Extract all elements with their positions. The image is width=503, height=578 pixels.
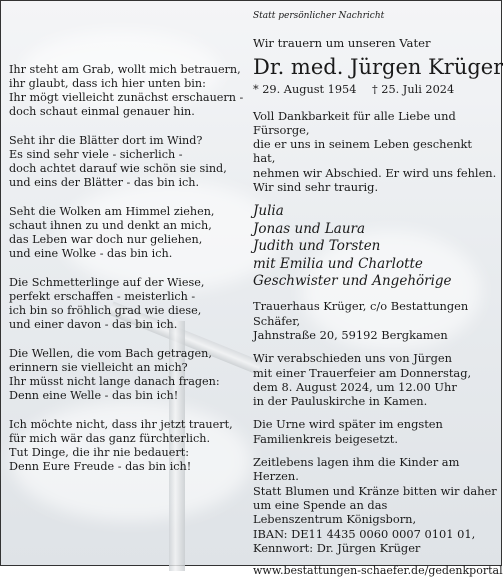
text-line: Familienkreis beigesetzt.: [253, 431, 398, 446]
memorial-portal-url: www.bestattungen-schaefer.de/gedenkportal: [253, 564, 503, 578]
poem-stanza: [9, 205, 234, 261]
text-line: Wir verabschieden uns von Jürgen: [253, 351, 452, 366]
urn-text: [253, 417, 497, 446]
poem-line: ich bin so fröhlich grad wie diese,: [9, 304, 202, 318]
poem-line: das Leben war doch nur geliehen,: [9, 233, 203, 247]
text-line: Trauerhaus Krüger, c/o Bestattungen Schäfer,: [253, 299, 469, 328]
poem-line: Es sind sehr viele - sicherlich -: [9, 148, 183, 162]
poem-line: Die Wellen, die vom Bach getragen,: [9, 346, 212, 360]
text-line: die er uns in seinem Leben geschenkt hat,: [253, 137, 473, 166]
text-line: nehmen wir Abschied. Er wird uns fehlen.: [253, 165, 497, 180]
text-line: Statt Blumen und Kränze bitten wir daher: [253, 483, 497, 498]
family-line: mit Emilia und Charlotte: [253, 255, 423, 272]
poem-line: und eine Wolke - das bin ich.: [9, 247, 173, 261]
poem: [9, 63, 244, 489]
donation-text: [253, 455, 497, 555]
text-line: Jahnstraße 20, 59192 Bergkamen: [253, 328, 448, 342]
poem-line: Denn eine Welle - das bin ich!: [9, 389, 179, 403]
poem-line: Ihr steht am Grab, wollt mich betrauern,: [9, 63, 241, 76]
poem-line: Seht ihr die Blätter dort im Wind?: [9, 133, 203, 147]
family-line: Geschwister und Angehörige: [253, 273, 452, 289]
deceased-name: Dr. med. Jürgen Krüger: [253, 55, 503, 80]
poem-line: und einer davon - das bin ich.: [9, 318, 178, 332]
poem-line: schaut ihnen zu und denkt an mich,: [9, 219, 212, 233]
poem-line: doch achtet darauf wie schön sie sind,: [9, 162, 227, 176]
text-line: Zeitlebens lagen ihm die Kinder am Herzen.: [253, 455, 460, 484]
text-line: Lebenszentrum Königsborn,: [253, 512, 417, 527]
poem-line: ihr glaubt, dass ich hier unten bin:: [9, 77, 206, 91]
poem-line: Denn Eure Freude - das bin ich!: [9, 460, 192, 474]
poem-line: und eins der Blätter - das bin ich.: [9, 176, 200, 190]
thanks-text: [253, 109, 497, 195]
poem-stanza: [9, 276, 234, 332]
notice-header: Statt persönlicher Nachricht: [253, 11, 385, 21]
family-names: [253, 203, 497, 290]
text-line: Voll Dankbarkeit für alle Liebe und Fürsorge,: [253, 108, 456, 137]
poem-line: Ich möchte nicht, dass ihr jetzt trauert,: [9, 417, 233, 431]
text-line: mit einer Trauerfeier am Donnerstag,: [253, 365, 472, 380]
family-line: Jonas und Laura: [253, 220, 366, 237]
text-line: Kennwort: Dr. Jürgen Krüger: [253, 540, 421, 555]
mourning-address: [253, 299, 497, 342]
poem-stanza: [9, 63, 244, 119]
poem-line: Ihr müsst nicht lange danach fragen:: [9, 375, 220, 389]
poem-line: perfekt erschaffen - meisterlich -: [9, 290, 196, 303]
poem-line: Tut Dinge, die ihr nie bedauert:: [9, 446, 189, 460]
text-line: IBAN: DE11 4435 0060 0007 0101 01,: [253, 526, 476, 541]
text-line: Wir sind sehr traurig.: [253, 180, 379, 195]
birth-date: * 29. August 1954: [253, 83, 357, 97]
poem-stanza: [9, 134, 234, 190]
ceremony-text: [253, 351, 497, 408]
poem-stanza: [9, 418, 234, 474]
poem-line: Die Schmetterlinge auf der Wiese,: [9, 275, 205, 289]
notice-column: [253, 11, 503, 578]
text-line: um eine Spende an das: [253, 497, 388, 512]
poem-line: für mich wär das ganz fürchterlich.: [9, 431, 211, 445]
poem-line: Ihr mögt vielleicht zunächst erschauern -: [9, 91, 244, 105]
poem-line: Seht die Wolken am Himmel ziehen,: [9, 204, 215, 218]
poem-stanza: [9, 347, 234, 403]
family-line: Julia: [253, 203, 284, 220]
text-line: dem 8. August 2024, um 12.00 Uhr: [253, 379, 457, 394]
life-dates: [253, 83, 497, 97]
text-line: in der Pauluskirche in Kamen.: [253, 394, 428, 409]
family-line: Judith und Torsten: [253, 238, 381, 255]
mourn-line: Wir trauern um unseren Vater: [253, 36, 431, 50]
poem-line: doch schaut einmal genauer hin.: [9, 105, 195, 119]
death-date: † 25. Juli 2024: [372, 83, 455, 97]
text-line: Die Urne wird später im engsten: [253, 417, 443, 432]
poem-line: erinnern sie vielleicht an mich?: [9, 360, 188, 374]
